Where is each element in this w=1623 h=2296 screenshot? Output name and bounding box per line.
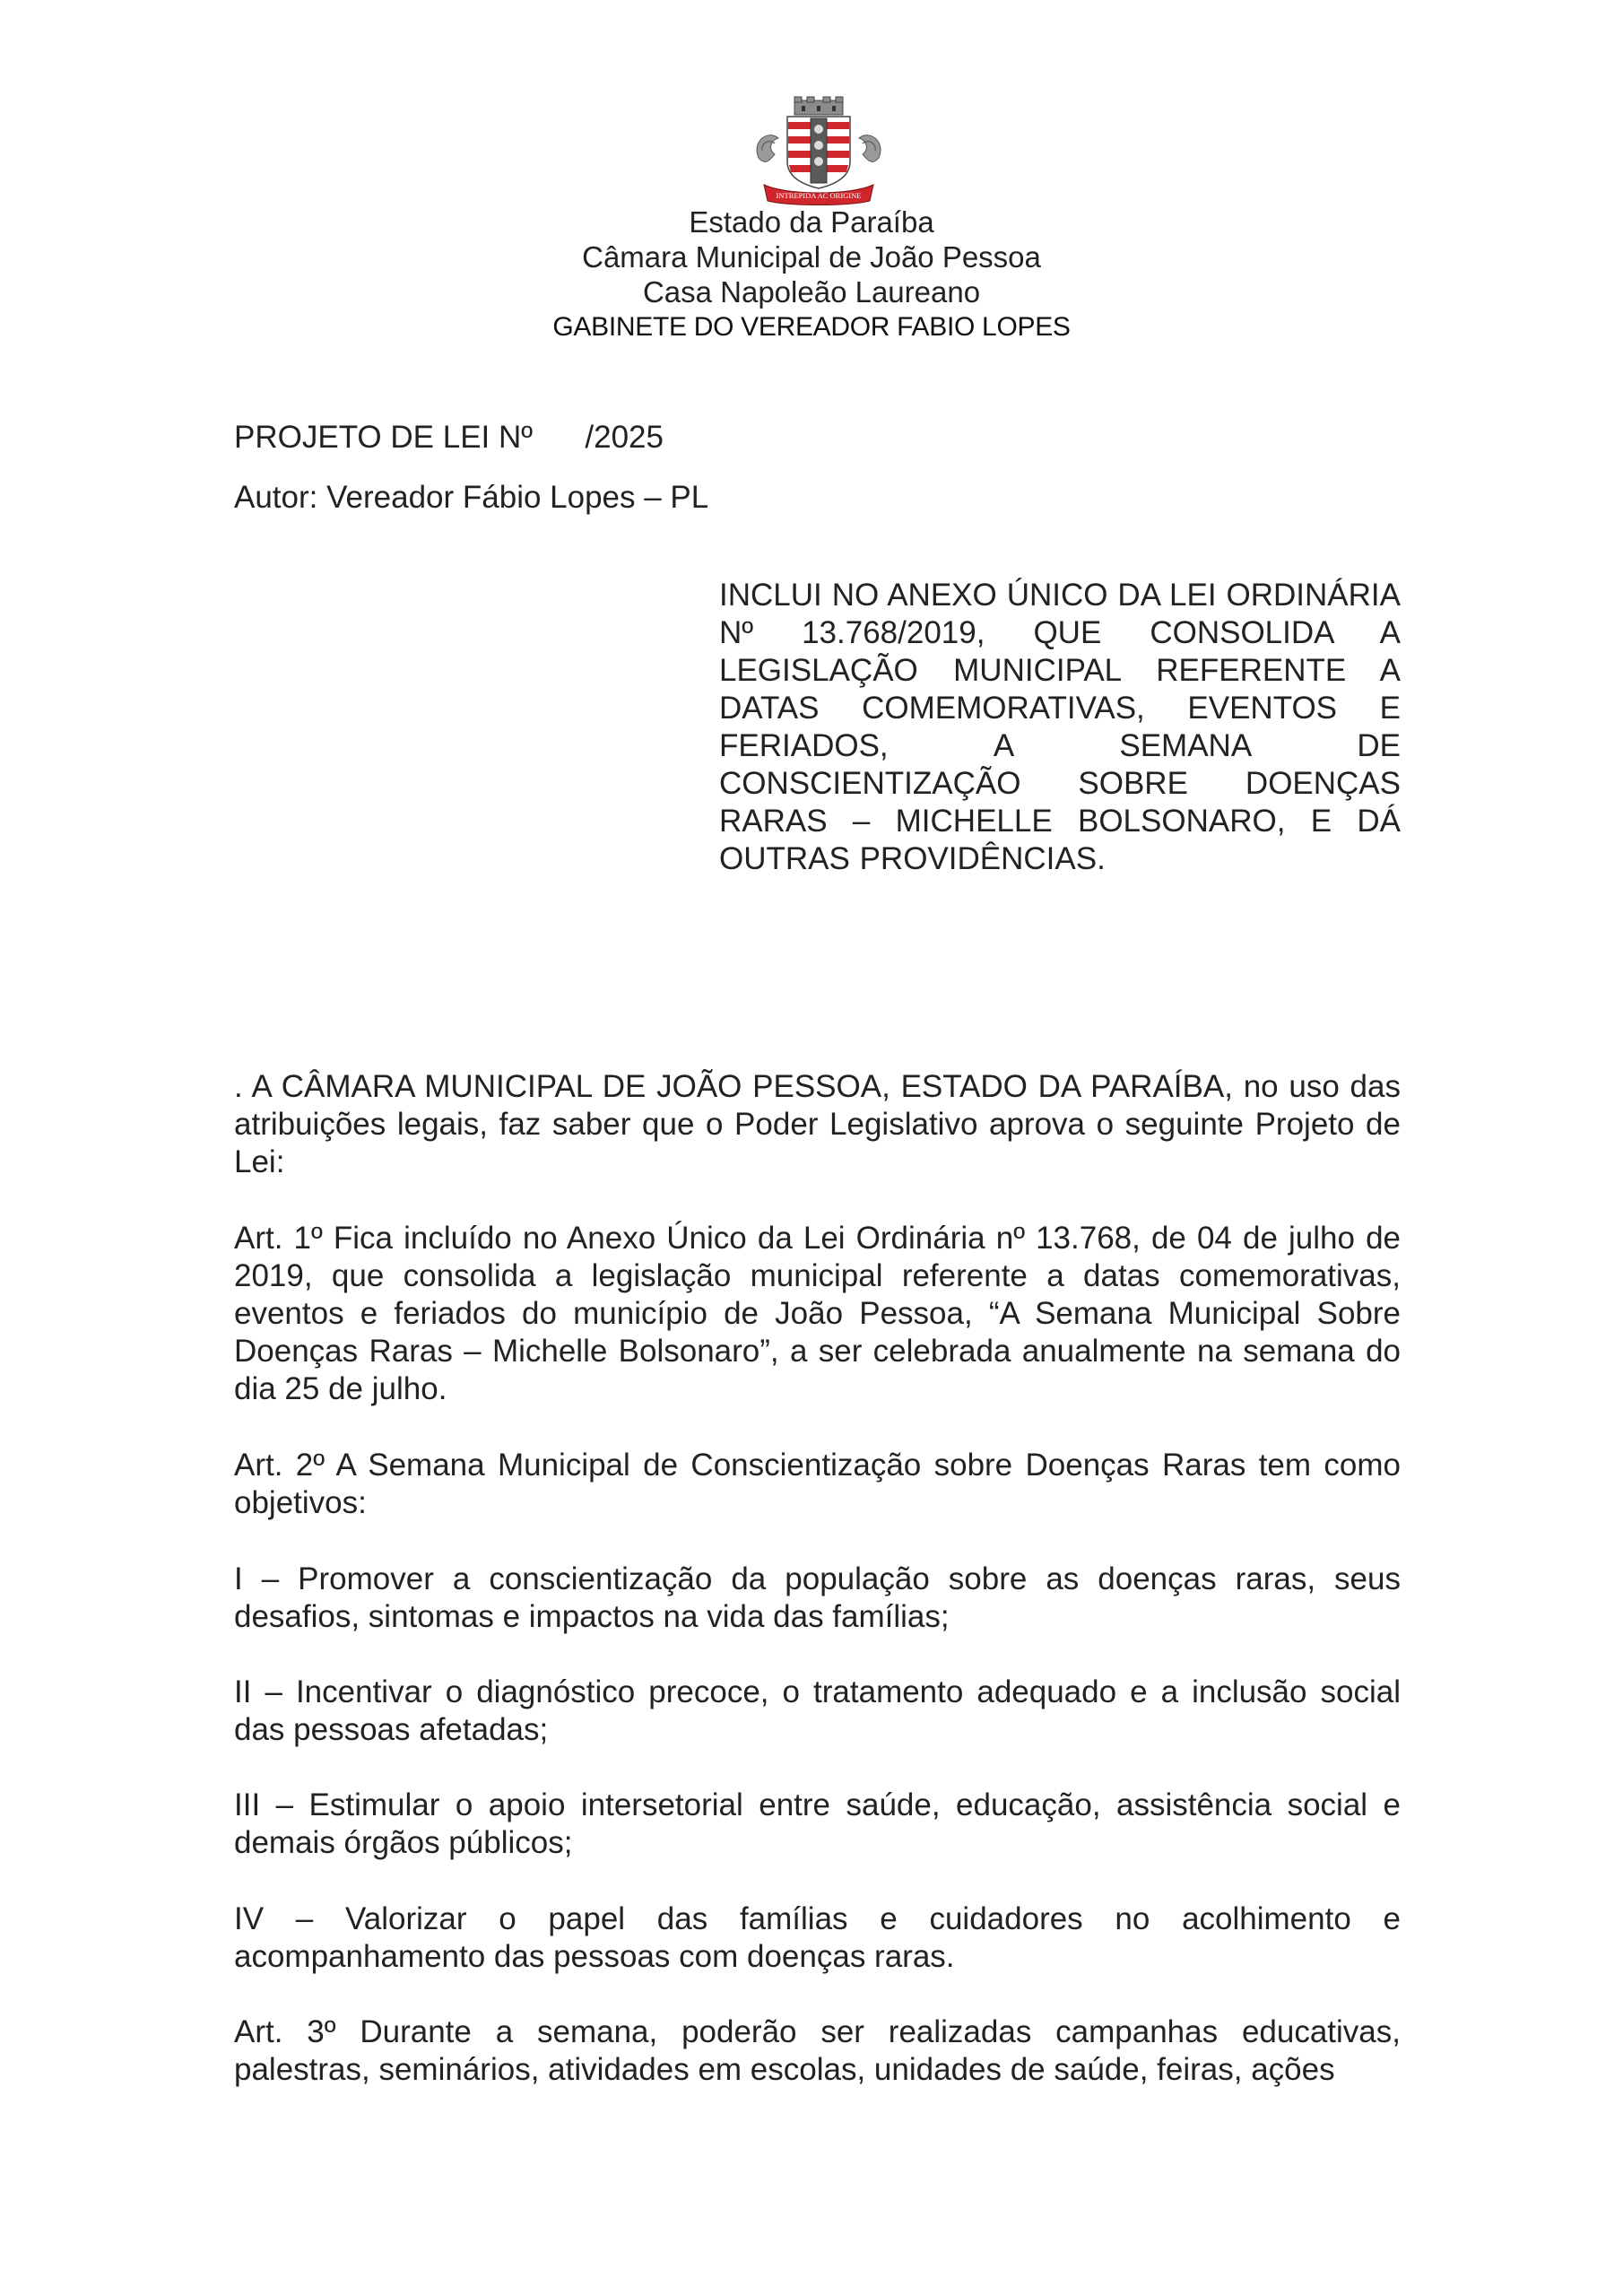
article-3: Art. 3º Durante a semana, poderão ser realizadas campanhas educativas, palestras, seminários, atividades em escolas, unidades de saúde, feiras, ações xyxy=(234,2014,1401,2087)
header-chamber: Câmara Municipal de João Pessoa xyxy=(582,240,1041,274)
bill-summary: INCLUI NO ANEXO ÚNICO DA LEI ORDINÁRIA Nº 13.768/2019, QUE CONSOLIDA A LEGISLAÇÃO MUNICIPAL REFERENTE A DATAS COMEMORATIVAS, EVENTOS E FERIADOS, A SEMANA DE CONSCIENTIZAÇÃO SOBRE DOENÇAS RARAS – MICHELLE BOLSONARO, E DÁ OUTRAS PROVIDÊNCIAS. xyxy=(719,578,1401,876)
article-2-item-iv: IV – Valorizar o papel das famílias e cuidadores no acolhimento e acompanhamento das pessoas com doenças raras. xyxy=(234,1901,1401,1974)
article-1: Art. 1º Fica incluído no Anexo Único da Lei Ordinária nº 13.768, de 04 de julho de 2019, que consolida a legislação municipal referente a datas comemorativas, eventos e feriados do município de João Pessoa, “A Semana Municipal Sobre Doenças Raras – Michelle Bolsonaro”, a ser celebrada anualmente na semana do dia 25 de julho. xyxy=(234,1221,1401,1406)
header-house: Casa Napoleão Laureano xyxy=(642,275,981,309)
article-2-item-iii: III – Estimular o apoio intersetorial entre saúde, educação, assistência social e demais órgãos públicos; xyxy=(234,1787,1401,1860)
crest-motto: INTREPIDA AC ORIGINE xyxy=(776,191,862,200)
article-2-item-i: I – Promover a conscientização da população sobre as doenças raras, seus desafios, sintomas e impactos na vida das famílias; xyxy=(234,1561,1401,1634)
header-state: Estado da Paraíba xyxy=(689,205,934,239)
bill-number: PROJETO DE LEI Nº /2025 xyxy=(234,420,664,455)
enacting-clause: . A CÂMARA MUNICIPAL DE JOÃO PESSOA, ESTADO DA PARAÍBA, no uso das atribuições legais, faz saber que o Poder Legislativo aprova o seguinte Projeto de Lei: xyxy=(234,1069,1401,1179)
article-2: Art. 2º A Semana Municipal de Conscientização sobre Doenças Raras tem como objetivos: xyxy=(234,1448,1401,1520)
header-office: GABINETE DO VEREADOR FABIO LOPES xyxy=(552,312,1071,342)
article-2-item-ii: II – Incentivar o diagnóstico precoce, o tratamento adequado e a inclusão social das pessoas afetadas; xyxy=(234,1674,1401,1747)
bill-author: Autor: Vereador Fábio Lopes – PL xyxy=(234,480,709,515)
coat-of-arms-logo xyxy=(751,95,886,206)
document-header xyxy=(0,204,1623,344)
